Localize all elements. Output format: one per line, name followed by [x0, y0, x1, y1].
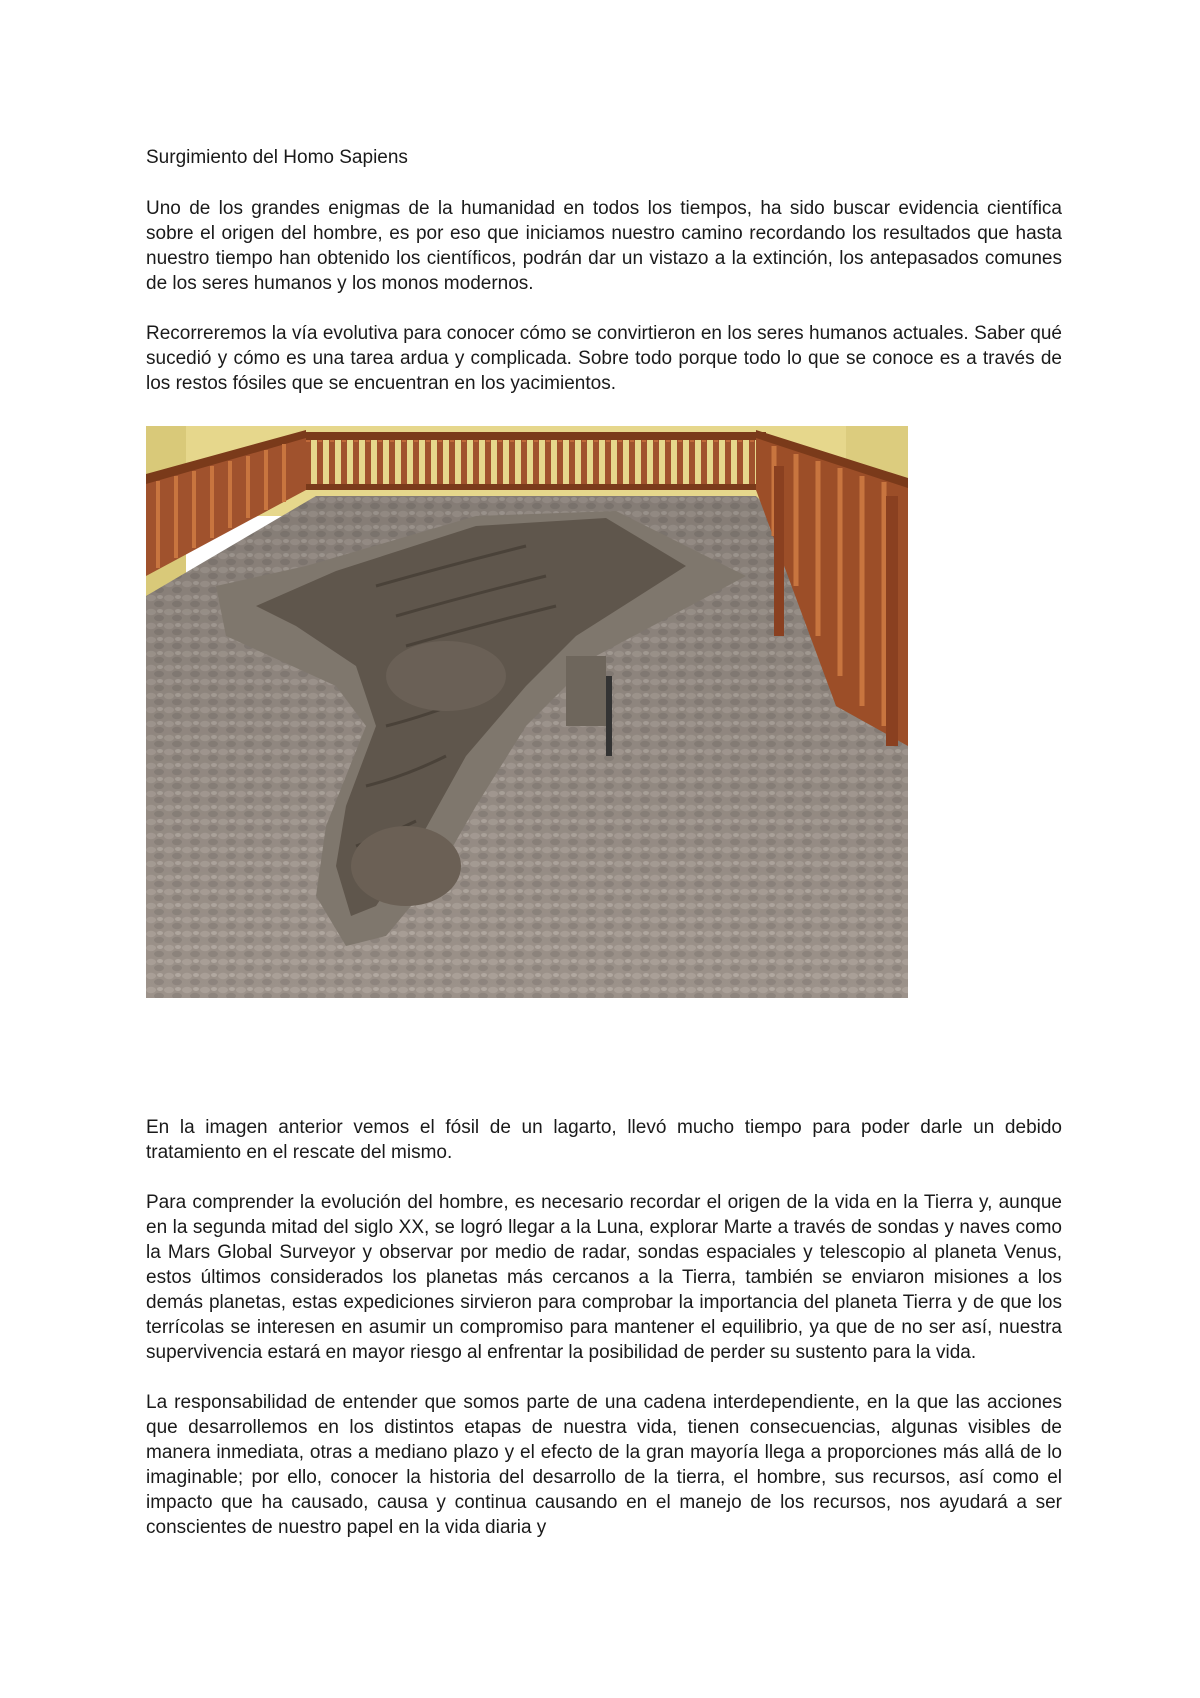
- top-text-block: [146, 145, 1062, 396]
- document-title: Surgimiento del Homo Sapiens: [146, 147, 408, 168]
- paragraph-origin-of-life: Para comprender la evolución del hombre, es necesario recordar el origen de la vida en la Tierra y, aunque en la segunda mitad del siglo XX, se logró llegar a la Luna, explorar Marte a través de sondas y naves como la Mars Global Surveyor y observar por medio de radar, sondas espaciales y telescopio al planeta Venus, estos últimos considerados los planetas más cercanos a la Tierra, también se enviaron misiones a los demás planetas, estas expediciones sirvieron para comprobar la importancia del planeta Tierra y de que los terrícolas se interesen en asumir un compromiso para mantener el equilibrio, ya que de no ser así, nuestra supervivencia estará en mayor riesgo al enfrentar la posibilidad de perder su sustento para la vida.: [146, 1192, 1062, 1363]
- paragraph-evolution-path: Recorreremos la vía evolutiva para conocer cómo se convirtieron en los seres humanos actuales. Saber qué sucedió y cómo es una tarea ardua y complicada. Sobre todo porque todo lo que se conoce es a través de los restos fósiles que se encuentran en los yacimientos.: [146, 323, 1062, 394]
- paragraph-photo-caption: En la imagen anterior vemos el fósil de un lagarto, llevó mucho tiempo para poder darle un debido tratamiento en el rescate del mismo.: [146, 1117, 1062, 1163]
- paragraph-responsibility: La responsabilidad de entender que somos parte de una cadena interdependiente, en la que las acciones que desarrollemos en los distintos etapas de nuestra vida, tienen consecuencias, algunas visibles de manera inmediata, otras a mediano plazo y el efecto de la gran mayoría llega a proporciones más allá de lo imaginable; por ello, conocer la historia del desarrollo de la tierra, el hombre, sus recursos, así como el impacto que ha causado, causa y continua causando en el manejo de los recursos, nos ayudará a ser conscientes de nuestro papel en la vida diaria y: [146, 1392, 1062, 1538]
- fossil-photo: [146, 426, 908, 998]
- back-railing: [306, 436, 766, 488]
- bottom-text-block: [146, 1115, 1062, 1540]
- paragraph-intro: Uno de los grandes enigmas de la humanidad en todos los tiempos, ha sido buscar evidencia científica sobre el origen del hombre, es por eso que iniciamos nuestro camino recordando los resultados que hasta nuestro tiempo han obtenido los científicos, podrán dar un vistazo a la extinción, los antepasados comunes de los seres humanos y los monos modernos.: [146, 198, 1062, 294]
- fossil-skull: [351, 826, 461, 906]
